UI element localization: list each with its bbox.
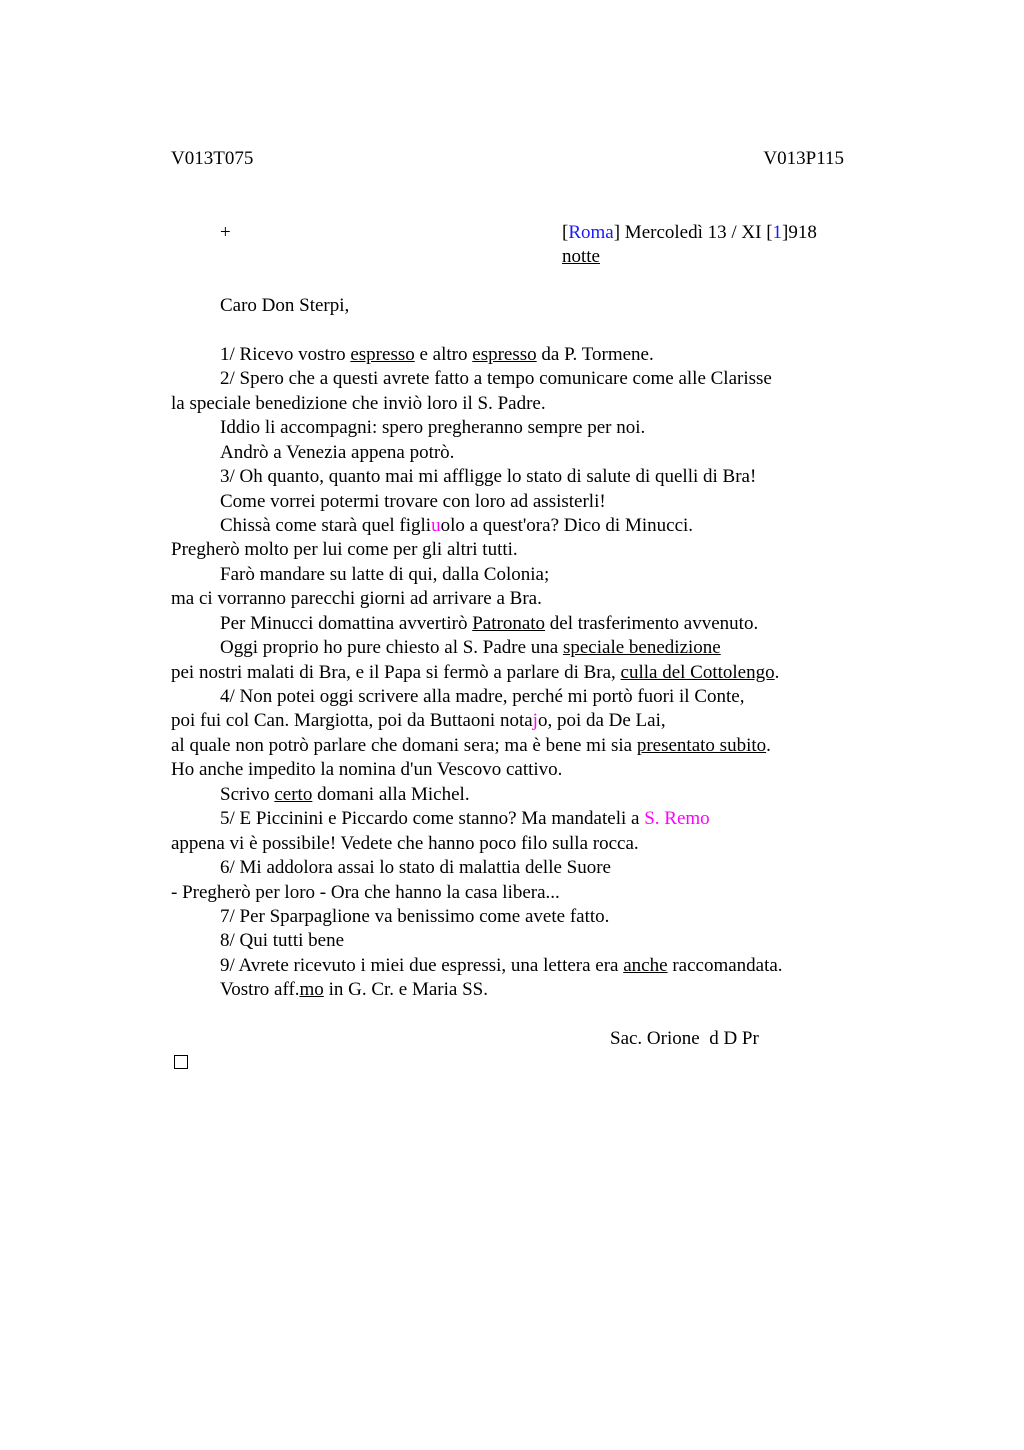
letter-line: Oggi proprio ho pure chiesto al S. Padre una speciale benedizione: [220, 637, 721, 658]
letter-line: poi fui col Can. Margiotta, poi da Buttaoni notajo, poi da De Lai,: [171, 710, 666, 731]
letter-line: 1/ Ricevo vostro espresso e altro espresso da P. Tormene.: [220, 344, 654, 365]
document-code-right: V013P115: [763, 148, 844, 169]
letter-line: 3/ Oh quanto, quanto mai mi affligge lo stato di salute di quelli di Bra!: [220, 466, 757, 487]
cross-mark: +: [220, 222, 231, 243]
letter-line: 6/ Mi addolora assai lo stato di malattia delle Suore: [220, 857, 611, 878]
letter-line: Farò mandare su latte di qui, dalla Colonia;: [220, 564, 550, 585]
letter-line: 8/ Qui tutti bene: [220, 930, 345, 951]
letter-line: al quale non potrò parlare che domani sera; ma è bene mi sia presentato subito.: [171, 735, 771, 756]
letter-line: Chissà come starà quel figliuolo a quest'ora? Dico di Minucci.: [220, 515, 694, 536]
letter-line: pei nostri malati di Bra, e il Papa si fermò a parlare di Bra, culla del Cottolengo.: [171, 662, 780, 683]
letter-line: - Pregherò per loro - Ora che hanno la casa libera...: [171, 882, 560, 903]
letter-line: Per Minucci domattina avvertirò Patronato del trasferimento avvenuto.: [220, 613, 759, 634]
letter-line: Come vorrei potermi trovare con loro ad assisterli!: [220, 491, 606, 512]
salutation: Caro Don Sterpi,: [220, 295, 350, 316]
letter-line: Iddio li accompagni: spero pregheranno sempre per noi.: [220, 417, 646, 438]
letter-line: Scrivo certo domani alla Michel.: [220, 784, 470, 805]
letter-line: 9/ Avrete ricevuto i miei due espressi, una lettera era anche raccomandata.: [220, 955, 783, 976]
letter-line: 4/ Non potei oggi scrivere alla madre, perché mi portò fuori il Conte,: [220, 686, 745, 707]
letter-line: la speciale benedizione che inviò loro il S. Padre.: [171, 393, 546, 414]
letter-line: 7/ Per Sparpaglione va benissimo come avete fatto.: [220, 906, 610, 927]
dateline-time: notte: [562, 246, 600, 267]
signature: Sac. Orione d D Pr: [610, 1028, 759, 1049]
year-digit: 1: [772, 222, 783, 243]
letter-line: Pregherò molto per lui come per gli altri tutti.: [171, 539, 518, 560]
letter-line: appena vi è possibile! Vedete che hanno poco filo sulla rocca.: [171, 833, 639, 854]
dateline: [Roma] Mercoledì 13 / XI [1]918: [562, 222, 817, 243]
place-name: Roma: [568, 222, 614, 243]
letter-line: 2/ Spero che a questi avrete fatto a tempo comunicare come alle Clarisse: [220, 368, 772, 389]
letter-line: Ho anche impedito la nomina d'un Vescovo cattivo.: [171, 759, 563, 780]
letter-line: ma ci vorranno parecchi giorni ad arrivare a Bra.: [171, 588, 542, 609]
letter-line: 5/ E Piccinini e Piccardo come stanno? Ma mandateli a S. Remo: [220, 808, 710, 829]
letter-line: Andrò a Venezia appena potrò.: [220, 442, 455, 463]
document-code-left: V013T075: [171, 148, 254, 169]
closing-line: Vostro aff.mo in G. Cr. e Maria SS.: [220, 979, 488, 1000]
end-marker-box: [174, 1055, 188, 1069]
